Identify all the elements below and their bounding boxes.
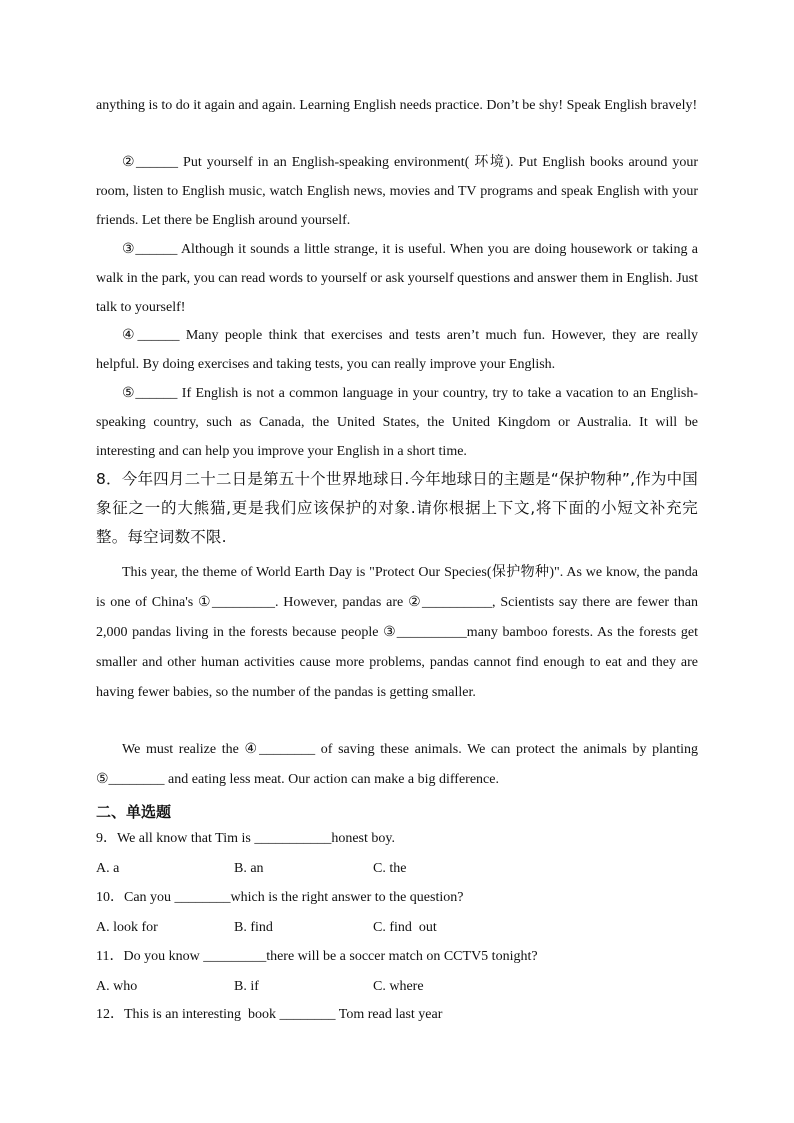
question-8-passage-paragraph-2: We must realize the ④________ of saving these animals. We can protect the animals by planting ⑤________ and eating less meat. Our action can make a big difference. [96,742,698,787]
question-10-option-b: B. find [234,920,273,935]
passage-paragraph-3: ③______ Although it sounds a little strange, it is useful. When you are doing housework or taking a walk in the park, you can read words to yourself or ask yourself questions and answer them in English. Just talk to yourself! [96,242,698,315]
question-11-option-c: C. where [373,979,424,994]
question-8-passage-paragraph-1: This year, the theme of World Earth Day is "Protect Our Species(保护物种)". As we know, the panda is one of China's ①_________. However, pandas are ②__________, Scientists say there are fewer than 2,000 pandas living in the forests because people ③__________many bamboo forests. As the forests get smaller and other human activities cause more problems, pandas cannot find enough to eat and they are having fewer babies, so the number of the pandas is getting smaller. [96,565,698,700]
question-9-option-a: A. a [96,861,120,876]
question-9-stem: 9．We all know that Tim is ___________honest boy. [96,831,395,846]
question-10-option-c: C. find out [373,920,437,935]
question-8-instruction: 8．今年四月二十二日是第五十个世界地球日.今年地球日的主题是“保护物种”,作为中国象征之一的大熊猫,更是我们应该保护的对象.请你根据上下文,将下面的小短文补充完整。每空词数不限. [96,470,698,546]
passage-intro-paragraph: anything is to do it again and again. Learning English needs practice. Don’t be shy! Speak English bravely! [96,98,698,113]
question-12-stem: 12．This is an interesting book ________ Tom read last year [96,1007,443,1022]
question-11-option-b: B. if [234,979,259,994]
question-11-stem: 11．Do you know _________there will be a soccer match on CCTV5 tonight? [96,949,538,964]
section-heading: 二、单选题 [96,803,172,821]
passage-paragraph-4: ④______ Many people think that exercises and tests aren’t much fun. However, they are really helpful. By doing exercises and taking tests, you can really improve your English. [96,328,698,372]
question-10-stem: 10．Can you ________which is the right answer to the question? [96,890,464,905]
question-10-option-a: A. look for [96,920,158,935]
question-9-option-b: B. an [234,861,264,876]
question-9-option-c: C. the [373,861,407,876]
passage-paragraph-2: ②______ Put yourself in an English-speaking environment( 环境). Put English books around your room, listen to English music, watch English news, movies and TV programs and speak English with your friends. Let there be English around yourself. [96,155,698,228]
passage-paragraph-5: ⑤______ If English is not a common language in your country, try to take a vacation to an English-speaking country, such as Canada, the United States, the United Kingdom or Australia. It will be interesting and can help you improve your English in a short time. [96,386,698,459]
question-11-option-a: A. who [96,979,138,994]
